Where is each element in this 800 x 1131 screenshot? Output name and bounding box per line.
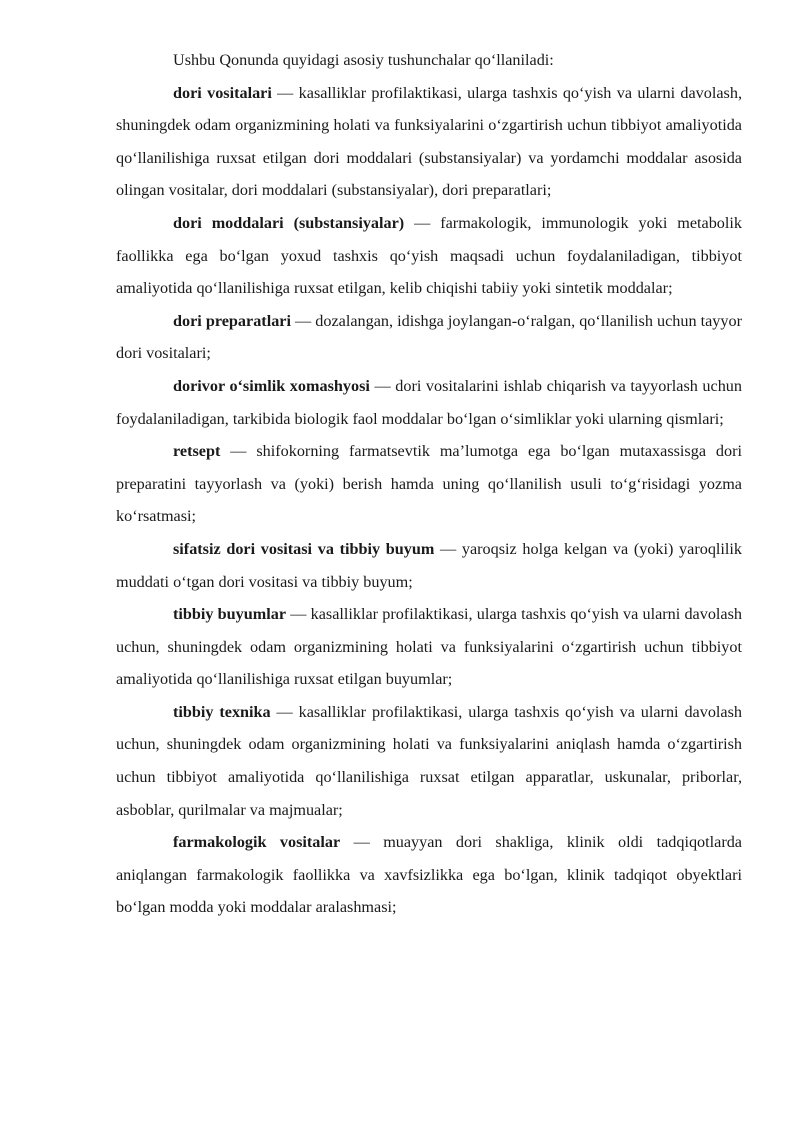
intro-paragraph: Ushbu Qonunda quyidagi asosiy tushunchalar qo‘llaniladi: bbox=[173, 51, 554, 69]
definition-text: — muayyan dori shakliga, klinik oldi tadqiqotlarda aniqlangan farmakologik faollikka va xavfsizlikka ega bo‘lgan, klinik tadqiqot obyektlari bo‘lgan modda yoki moddalar aralashmasi; bbox=[116, 833, 742, 917]
definition-term: tibbiy texnika bbox=[173, 702, 271, 721]
definition-term: farmakologik vositalar bbox=[173, 833, 341, 852]
definition-text: — kasalliklar profilaktikasi, ularga tashxis qo‘yish va ularni davolash uchun, shuningdek odam organizmining holati va funksiyalarini o‘zgartirish uchun tibbiyot amaliyotida qo‘llanilishiga ruxsat etilgan buyumlar; bbox=[116, 605, 742, 689]
definition-term: dori moddalari (substansiyalar) bbox=[173, 213, 405, 232]
definition-term: retsept bbox=[173, 442, 221, 461]
definition-text: — shifokorning farmatsevtik ma’lumotga ega bo‘lgan mutaxassisga dori preparatini tayyorlash va (yoki) berish hamda uning qo‘llanilish usuli to‘g‘risidagi yozma ko‘rsatmasi; bbox=[116, 442, 742, 526]
definition-dori-preparatlari bbox=[116, 305, 742, 370]
definition-text: — kasalliklar profilaktikasi, ularga tashxis qo‘yish va ularni davolash uchun, shuningdek odam organizmining holati va funksiyalarini aniqlash hamda o‘zgartirish uchun tibbiyot amaliyotida qo‘llanilishiga ruxsat etilgan apparatlar, uskunalar, priborlar, asboblar, qurilmalar va majmualar; bbox=[116, 702, 742, 819]
definition-sifatsiz-dori-vositasi bbox=[116, 533, 742, 598]
definition-tibbiy-texnika bbox=[116, 696, 742, 826]
definition-term: sifatsiz dori vositasi va tibbiy buyum bbox=[173, 539, 435, 558]
definition-term: dorivor o‘simlik xomashyosi bbox=[173, 376, 370, 395]
definition-text: — yaroqsiz holga kelgan va (yoki) yaroqlilik muddati o‘tgan dori vositasi va tibbiy buyum; bbox=[116, 539, 742, 591]
definition-term: tibbiy buyumlar bbox=[173, 605, 287, 624]
definition-term: dori vositalari bbox=[173, 83, 272, 102]
document-page bbox=[116, 44, 742, 924]
definition-farmakologik-vositalar bbox=[116, 826, 742, 924]
definition-text: — kasalliklar profilaktikasi, ularga tashxis qo‘yish va ularni davolash, shuningdek odam organizmining holati va funksiyalarini o‘zgartirish uchun tibbiyot amaliyotida qo‘llanilishiga ruxsat etilgan dori moddalari (substansiyalar) va yordamchi moddalar asosida olingan vositalar, dori moddalari (substansiyalar), dori preparatlari; bbox=[116, 83, 742, 200]
definition-text: — farmakologik, immunologik yoki metabolik faollikka ega bo‘lgan yoxud tashxis qo‘yish maqsadi uchun foydalaniladigan, tibbiyot amaliyotida qo‘llanilishiga ruxsat etilgan, kelib chiqishi tabiiy yoki sintetik moddalar; bbox=[116, 213, 742, 298]
definition-text: — dori vositalarini ishlab chiqarish va tayyorlash uchun foydalaniladigan, tarkibida biologik faol moddalar bo‘lgan o‘simliklar yoki ularning qismlari; bbox=[116, 376, 742, 428]
definition-tibbiy-buyumlar bbox=[116, 598, 742, 696]
definition-dori-moddalari bbox=[116, 207, 742, 305]
definition-dorivor-osimlik-xomashyosi bbox=[116, 370, 742, 435]
definition-text: — dozalangan, idishga joylangan-o‘ralgan, qo‘llanilish uchun tayyor dori vositalari; bbox=[116, 311, 742, 363]
definition-dori-vositalari bbox=[116, 77, 742, 207]
definition-term: dori preparatlari bbox=[173, 311, 291, 330]
definition-retsept bbox=[116, 435, 742, 533]
